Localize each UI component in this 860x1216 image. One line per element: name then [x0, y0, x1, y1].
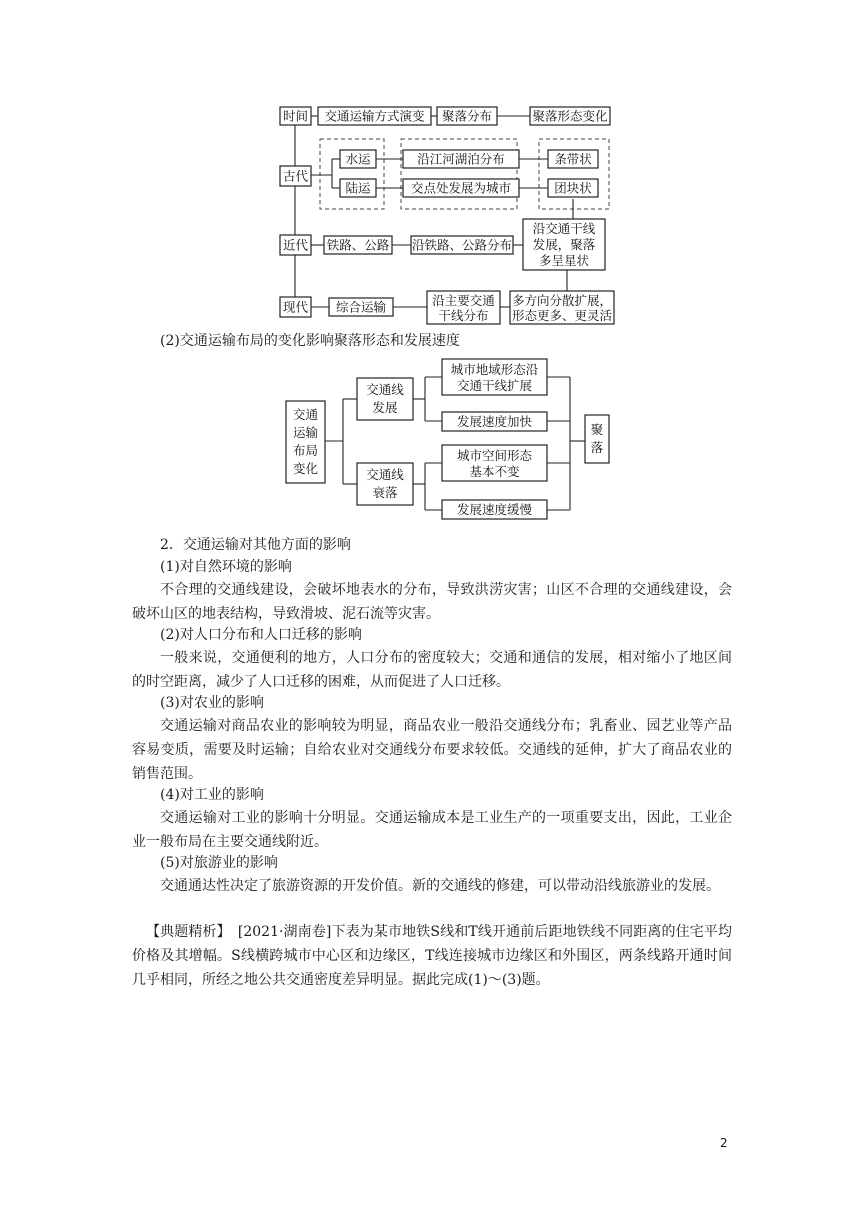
- section-2-5-title: (5)对旅游业的影响: [160, 855, 278, 871]
- outcome-unchanged-2: 基本不变: [469, 464, 520, 479]
- line-decline-1: 交通线: [366, 467, 404, 482]
- example-intro: 【典题精析】 [2021·湖南卷]下表为某市地铁S线和T线开通前后距地铁线不同距离的住宅平均价格及其增幅。S线横跨城市中心区和边缘区，T线连接城市边缘区和外围区，两条线路开通时间几乎相同，所经之地公共交通密度差异明显。据此完成(1)～(3)题。: [132, 924, 732, 988]
- outcome-slower: 发展速度缓慢: [456, 502, 533, 517]
- outcome-extend-1: 城市地域形态沿: [450, 362, 539, 377]
- layout-change-line-4: 变化: [292, 461, 319, 476]
- section-2-2-sub-title: (2)对人口分布和人口迁移的影响: [160, 627, 362, 643]
- mode-integrated: 综合运输: [335, 299, 387, 315]
- form-star-line-2: 发展，聚落: [532, 237, 596, 252]
- section-2-2-title: (2)交通运输布局的变化影响聚落形态和发展速度: [160, 333, 460, 349]
- mode-water: 水运: [345, 151, 371, 167]
- outcome-extend-2: 交通干线扩展: [456, 378, 533, 393]
- layout-change-line-1: 交通: [292, 407, 319, 422]
- form-strip: 条带状: [554, 151, 592, 167]
- era-ancient: 古代: [282, 168, 309, 184]
- outcome-unchanged-1: 城市空间形态: [456, 448, 533, 463]
- header-form: 聚落形态变化: [532, 108, 608, 124]
- layout-change-line-2: 运输: [292, 425, 319, 440]
- mode-land: 陆运: [345, 180, 371, 196]
- dist-junction: 交点处发展为城市: [410, 180, 512, 196]
- era-current: 现代: [282, 299, 309, 315]
- line-development-2: 发展: [372, 400, 398, 415]
- dist-rail-road: 沿铁路、公路分布: [411, 237, 513, 253]
- form-cluster: 团块状: [554, 180, 592, 196]
- section-2-4-body: 交通运输对工业的影响十分明显。交通运输成本是工业生产的一项重要支出，因此，工业企业一般布局在主要交通线附近。: [132, 810, 732, 850]
- settlement-line-2: 落: [590, 440, 604, 455]
- dist-rivers: 沿江河湖泊分布: [417, 151, 505, 167]
- section-2-3-title: (3)对农业的影响: [160, 695, 264, 711]
- layout-change-line-3: 布局: [292, 443, 319, 458]
- settlement-line-1: 聚: [590, 422, 604, 437]
- section-2-4-title: (4)对工业的影响: [160, 787, 264, 803]
- line-decline-2: 衰落: [372, 485, 398, 500]
- section-2-5-body: 交通通达性决定了旅游资源的开发价值。新的交通线的修建，可以带动沿线旅游业的发展。: [160, 878, 720, 894]
- dist-trunk-line-1: 沿主要交通: [432, 293, 495, 308]
- mode-rail-road: 铁路、公路: [326, 237, 390, 253]
- section-2-1-title: (1)对自然环境的影响: [160, 559, 292, 575]
- section-2-2-body: 一般来说，交通便利的地方，人口分布的密度较大；交通和通信的发展，相对缩小了地区间的时空距离，减少了人口迁移的困难，从而促进了人口迁移。: [132, 650, 732, 690]
- form-star-line-1: 沿交通干线: [532, 221, 596, 236]
- form-star-line-3: 多呈星状: [538, 253, 590, 268]
- form-flexible-line-1: 多方向分散扩展，: [511, 293, 613, 308]
- dist-trunk-line-2: 干线分布: [438, 308, 489, 323]
- section-2-title: 2．交通运输对其他方面的影响: [160, 537, 351, 553]
- outcome-faster: 发展速度加快: [456, 414, 533, 429]
- section-2-1-body: 不合理的交通线建设，会破坏地表水的分布，导致洪涝灾害；山区不合理的交通线建设，会破坏山区的地表结构，导致滑坡、泥石流等灾害。: [132, 582, 732, 622]
- section-2-3-body: 交通运输对商品农业的影响较为明显，商品农业一般沿交通线分布；乳畜业、园艺业等产品容易变质，需要及时运输；自给农业对交通线分布要求较低。交通线的延伸，扩大了商品农业的销售范围。: [132, 718, 732, 782]
- header-distribution: 聚落分布: [441, 108, 493, 124]
- layout-change-diagram: [0, 0, 860, 540]
- era-modern: 近代: [282, 237, 309, 253]
- form-flexible-line-2: 形态更多、更灵活: [511, 308, 613, 323]
- page-number: 2: [720, 1136, 728, 1150]
- line-development-1: 交通线: [366, 382, 404, 397]
- header-mode: 交通运输方式演变: [324, 108, 425, 124]
- header-time: 时间: [282, 108, 309, 124]
